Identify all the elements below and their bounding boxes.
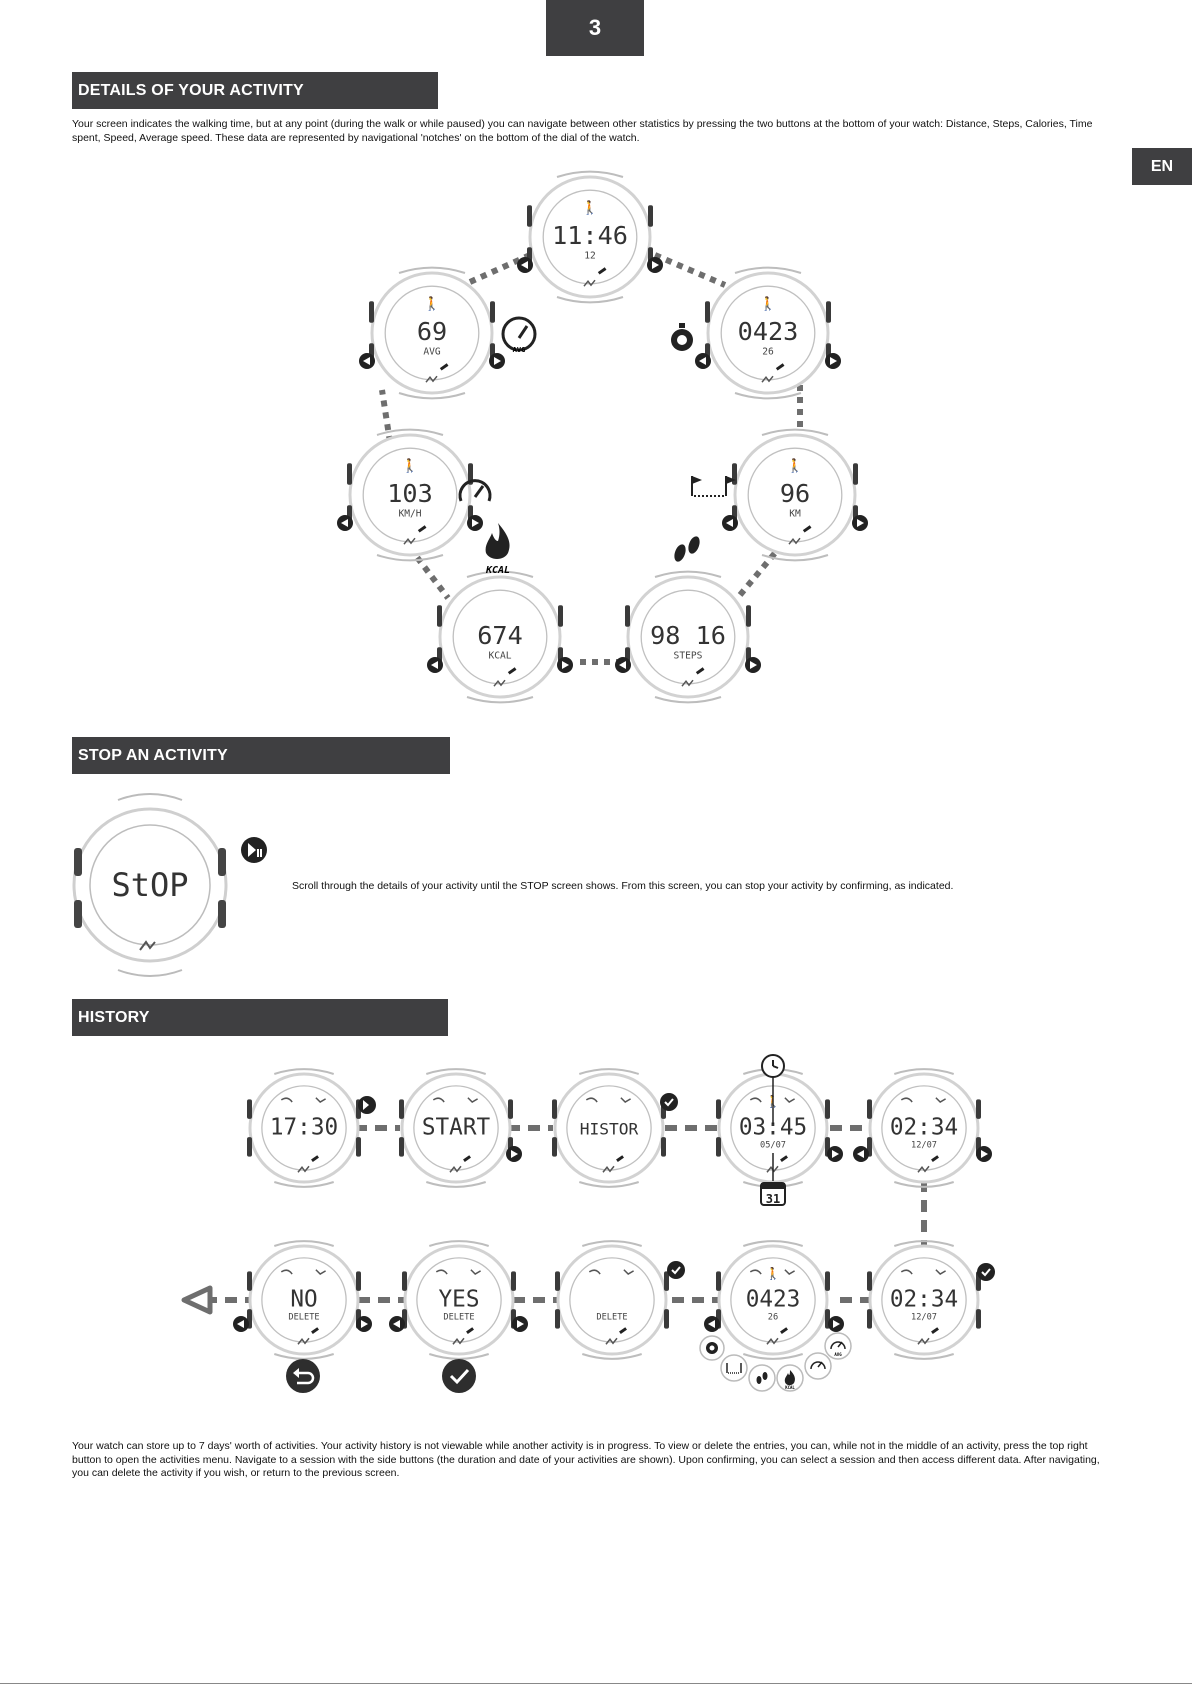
walker-icon: 🚶 <box>401 458 419 474</box>
walker-icon: 🚶 <box>581 200 599 216</box>
back-button-icon <box>286 1359 320 1393</box>
dial-watch-5-main-text: 674 <box>477 621 523 651</box>
walker-icon: 🚶 <box>765 1094 781 1109</box>
stop-watch-text: StOP <box>111 866 189 904</box>
dial-watch-5-next-icon <box>557 657 573 673</box>
history-pause-icon <box>358 1096 376 1114</box>
history-0234-confirm-icon <box>977 1263 995 1281</box>
history-row1-watch-1-main-text: 17:30 <box>269 1114 339 1141</box>
stopwatch-icon <box>671 323 693 351</box>
history-0423-next-icon <box>828 1316 844 1332</box>
dial-watch-5 <box>437 572 563 703</box>
history-yes-prev-icon <box>389 1316 405 1332</box>
dial-watch-2-main-text: 0423 <box>737 317 799 347</box>
mini-kcal-icon <box>777 1365 803 1391</box>
dial-watch-6 <box>347 430 473 561</box>
dial-watch-6-next-icon <box>467 515 483 531</box>
walker-icon: 🚶 <box>786 458 804 474</box>
history-row1-watch-1 <box>247 1069 361 1187</box>
dial-watch-1-sub-text: 12 <box>584 250 596 262</box>
dial-watch-3-prev-icon <box>722 515 738 531</box>
walker-icon: 🚶 <box>759 296 777 312</box>
mini-speed-icon <box>805 1353 831 1379</box>
dial-watch-4-main-text: 98 16 <box>650 621 726 651</box>
confirm-check-icon <box>442 1359 476 1393</box>
distance-flags-icon <box>692 476 736 496</box>
stop-watch-illustration <box>70 790 270 980</box>
history-delete-confirm-icon <box>667 1261 685 1279</box>
history-0234-prev-icon <box>853 1146 869 1162</box>
mini-stopwatch-icon <box>700 1336 724 1360</box>
history-row2-watch-1-main-text: NO <box>290 1286 318 1313</box>
history-no-prev-icon <box>233 1316 249 1332</box>
history-row2-watch-3 <box>555 1241 669 1359</box>
dial-watch-4-next-icon <box>745 657 761 673</box>
history-row1-watch-3-main-text: HISTOR <box>579 1119 639 1139</box>
calendar-day: 31 <box>765 1192 781 1206</box>
walker-icon: 🚶 <box>765 1266 781 1281</box>
mini-steps-icon <box>749 1365 775 1391</box>
dial-watch-5-prev-icon <box>427 657 443 673</box>
history-0423-prev-icon <box>704 1316 720 1332</box>
dial-watch-1-main-text: 11:46 <box>552 221 628 251</box>
history-no-next-icon <box>356 1316 372 1332</box>
bottom-rule <box>0 1683 1192 1684</box>
dial-watch-6-sub-text: KM/H <box>398 508 422 520</box>
pause-play-button-icon <box>241 837 267 863</box>
walker-icon: 🚶 <box>423 296 441 312</box>
history-0234-next-icon <box>976 1146 992 1162</box>
history-row2-watch-4 <box>716 1241 830 1359</box>
dial-watch-7-prev-icon <box>359 353 375 369</box>
dial-watch-3-main-text: 96 <box>779 479 811 509</box>
mini-distance-icon <box>721 1355 747 1381</box>
history-row2-watch-5-main-text: 02:34 <box>889 1286 959 1313</box>
history-row2-watch-1 <box>247 1241 361 1359</box>
mini-kcal-label: KCAL <box>785 1385 795 1390</box>
dial-watch-7 <box>369 268 495 399</box>
dial-watch-6-main-text: 103 <box>387 479 433 509</box>
stop-text: Scroll through the details of your activity until the STOP screen shows. From this screen, you can stop your activity by confirming, as indicated. <box>292 880 954 892</box>
activity-dial-diagram <box>0 160 1192 710</box>
history-row1-watch-5-sub-text: 12/07 <box>911 1140 937 1151</box>
section-title-history: HISTORY <box>72 999 448 1036</box>
history-row2-watch-4-main-text: 0423 <box>745 1286 801 1313</box>
history-row2-watch-2-main-text: YES <box>438 1286 480 1313</box>
page-number: 3 <box>546 0 644 56</box>
history-flow-diagram <box>0 1050 1192 1410</box>
dial-watch-1-next-icon <box>647 257 663 273</box>
footsteps-icon <box>672 535 702 563</box>
history-row2-watch-4-sub-text: 26 <box>767 1312 779 1323</box>
section-title-details: DETAILS OF YOUR ACTIVITY <box>72 72 438 109</box>
dial-watch-4 <box>625 572 751 703</box>
dial-watch-3 <box>732 430 858 561</box>
history-row2-watch-3-sub-text: DELETE <box>596 1312 628 1323</box>
dial-watch-2-next-icon <box>825 353 841 369</box>
history-histor-confirm-icon <box>660 1093 678 1111</box>
history-0345-next-icon <box>827 1146 843 1162</box>
language-tab: EN <box>1132 148 1192 185</box>
history-row1-watch-2 <box>399 1069 513 1187</box>
history-row1-watch-2-main-text: START <box>421 1114 491 1141</box>
dial-watch-3-next-icon <box>852 515 868 531</box>
history-row2-watch-5-sub-text: 12/07 <box>911 1312 937 1323</box>
dial-watch-5-sub-text: KCAL <box>488 650 512 662</box>
mini-avg-speed-icon <box>825 1333 851 1359</box>
dial-watch-6-prev-icon <box>337 515 353 531</box>
history-row2-watch-2 <box>402 1241 516 1359</box>
history-yes-next-icon <box>512 1316 528 1332</box>
details-intro: Your screen indicates the walking time, but at any point (during the walk or while paused) you can navigate between other statistics by pressing the two buttons at the bottom of your watch: Distance, Steps, Calories, Time spent, Speed, Average speed. These data are represented by navigational 'notches' on the bottom of the dial of the watch. <box>72 118 1093 144</box>
flame-icon <box>485 523 510 576</box>
history-row1-watch-5 <box>867 1069 981 1187</box>
avg-icon-label: AVG <box>512 346 526 354</box>
dial-watch-4-sub-text: STEPS <box>673 650 703 662</box>
history-row2-watch-5 <box>867 1241 981 1359</box>
dial-watch-2-prev-icon <box>695 353 711 369</box>
avg-speed-icon <box>503 318 535 354</box>
kcal-icon-label: KCAL <box>485 565 511 576</box>
dial-watch-1-prev-icon <box>517 257 533 273</box>
dial-watch-7-main-text: 69 <box>416 317 448 347</box>
history-row1-watch-3 <box>552 1069 666 1187</box>
history-row2-watch-2-sub-text: DELETE <box>443 1312 475 1323</box>
dial-watch-7-sub-text: AVG <box>423 346 441 358</box>
section-title-stop: STOP AN ACTIVITY <box>72 737 450 774</box>
history-text: Your watch can store up to 7 days' worth of activities. Your activity history is not viewable while another activity is in progress. To view or delete the entries, you can, while not in the middle of an activity, press the top right button to open the activities menu. Navigate to a session with the side buttons (the duration and date of your activities are shown). Upon confirming, you can select a session and then access different data. After navigating, you can delete the activity if you wish, or return to the previous screen. <box>72 1440 1100 1479</box>
mini-avg-label: AVG <box>834 1352 842 1357</box>
history-row1-watch-5-main-text: 02:34 <box>889 1114 959 1141</box>
history-row1-watch-4-sub-text: 05/07 <box>760 1140 786 1151</box>
dial-watch-4-prev-icon <box>615 657 631 673</box>
history-row2-watch-1-sub-text: DELETE <box>288 1312 320 1323</box>
history-row1-watch-4-main-text: 03:45 <box>738 1114 808 1141</box>
dial-watch-2-sub-text: 26 <box>762 346 774 358</box>
dial-watch-7-next-icon <box>489 353 505 369</box>
dial-watch-3-sub-text: KM <box>789 508 801 520</box>
dial-watch-1 <box>527 172 653 303</box>
history-start-next-icon <box>506 1146 522 1162</box>
